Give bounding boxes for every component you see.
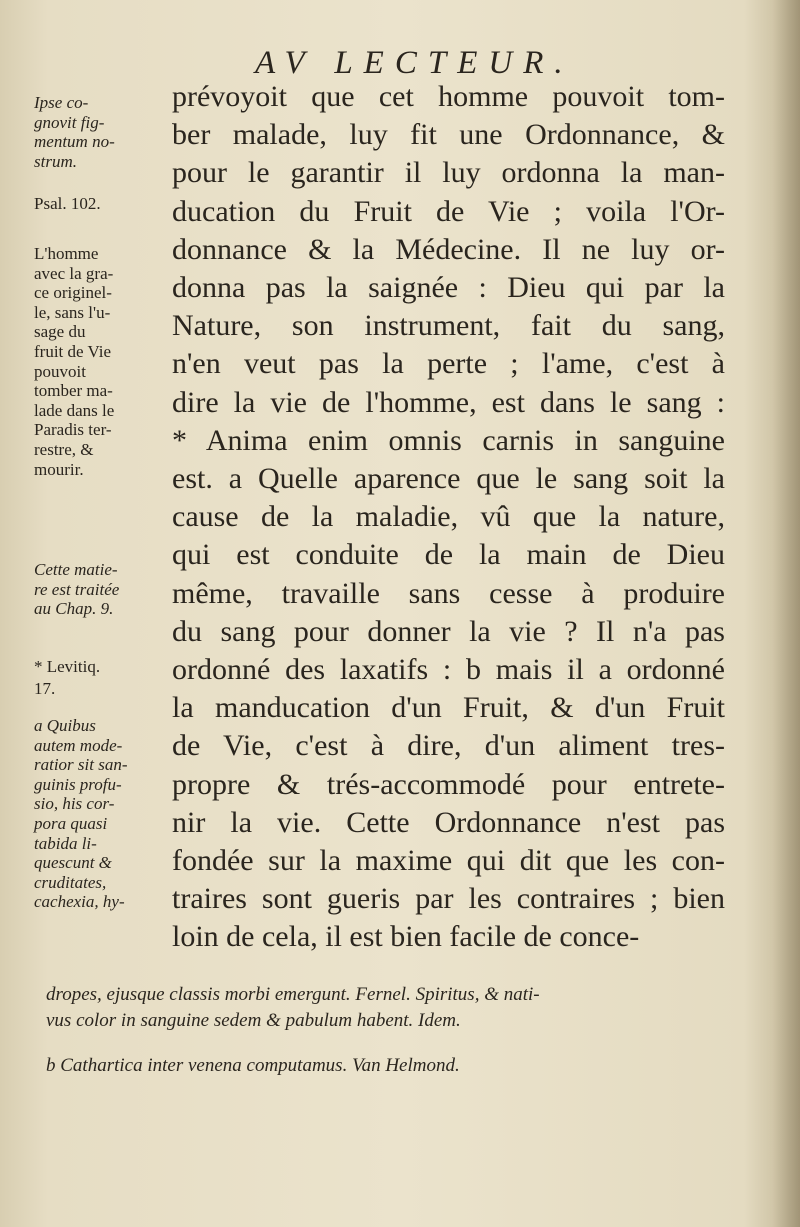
text-line: fondée sur la maxime qui dit que les con- [172,844,725,877]
margin-line: cachexia, hy- [34,892,125,912]
margin-note-homme [34,244,166,479]
text-line: propre & trés-accommodé pour entrete- [172,767,725,801]
margin-line: avec la gra- [34,263,114,283]
margin-note-psal [34,194,166,214]
text-line: est. a Quelle aparence que le sang soit la [172,462,725,495]
footnote-line [46,1053,736,1079]
margin-line: a Quibus [34,716,96,735]
margin-line: autem mode- [34,735,123,755]
footnote-text: dropes, ejusque classis morbi emergunt. Fernel. Spiritus, & nati- [46,984,540,1005]
margin-line: 17. [34,679,56,698]
margin-line: gnovit fig- [34,112,105,132]
margin-line: le, sans l'u- [34,302,111,322]
running-head: AV LECTEUR. [255,45,574,81]
footnote-line [46,1008,736,1034]
text-line: Nature, son instrument, fait du sang, [172,309,725,343]
margin-line: mentum no- [34,132,115,152]
text-line: donnance & la Médecine. Il ne luy or- [172,232,725,266]
margin-line: * Levitiq. [34,657,101,676]
margin-line: re est traitée [34,579,120,599]
margin-line: Ipse co- [34,93,89,112]
text-line: dire la vie de l'homme, est dans le sang : [172,385,725,419]
text-line: donna pas la saignée : Dieu qui par la [172,271,725,304]
margin-line: L'homme [34,244,99,263]
text-line: cause de la maladie, vû que la nature, [172,500,725,534]
margin-line: lade dans le [34,400,115,420]
text-line: pour le garantir il luy ordonna la man- [172,156,725,190]
margin-line: pouvoit [34,361,86,381]
margin-line: sio, his cor- [34,794,115,814]
margin-note-levitiq [34,656,166,700]
text-line: ordonné des laxatifs : b mais il a ordonné [172,653,725,686]
margin-line: tomber ma- [34,381,113,401]
footnote-text: vus color in sanguine sedem & pabulum habent. Idem. [46,1010,461,1031]
text-line: la manducation d'un Fruit, & d'un Fruit [172,691,725,725]
text-line: du sang pour donner la vie ? Il n'a pas [172,614,725,648]
margin-note-cette [34,560,166,619]
text-line: nir la vie. Cette Ordonnance n'est pas [172,805,725,839]
margin-line: fruit de Vie [34,341,112,361]
margin-line: ce originel- [34,283,112,303]
text-line: loin de cela, il est bien facile de conce- [172,920,640,954]
margin-line: Paradis ter- [34,420,112,440]
margin-line: mourir. [34,459,84,479]
footnote-text: b Cathartica inter venena computamus. Van Helmond. [46,1055,460,1076]
margin-line: cruditates, [34,872,107,892]
margin-line: au Chap. 9. [34,599,114,619]
margin-line: strum. [34,151,77,171]
margin-note-ipse [34,93,166,171]
text-line: ducation du Fruit de Vie ; voila l'Or- [172,194,725,228]
margin-line: pora quasi [34,813,108,833]
margin-line: tabida li- [34,833,97,853]
text-line: de Vie, c'est à dire, d'un aliment tres- [172,729,725,763]
page-edge-shadow [772,0,800,1227]
margin-line: restre, & [34,439,94,459]
text-line: même, travaille sans cesse à produire [172,576,725,610]
margin-line: ratior sit san- [34,755,128,775]
margin-line: quescunt & [34,853,112,873]
text-line: qui est conduite de la main de Dieu [172,538,725,572]
text-line: ber malade, luy fit une Ordonnance, & [172,118,725,152]
text-line: * Anima enim omnis carnis in sanguine [172,423,725,457]
margin-line: sage du [34,322,86,342]
text-line: traires sont gueris par les contraires ; bien [172,882,725,916]
footnote-line [46,982,736,1008]
margin-note-quibus [34,716,166,912]
text-line: n'en veut pas la perte ; l'ame, c'est à [172,347,725,381]
margin-line: guinis profu- [34,774,122,794]
margin-line: Psal. 102. [34,194,101,213]
margin-line: Cette matie- [34,560,118,579]
text-line: prévoyoit que cet homme pouvoit tom- [172,80,725,113]
